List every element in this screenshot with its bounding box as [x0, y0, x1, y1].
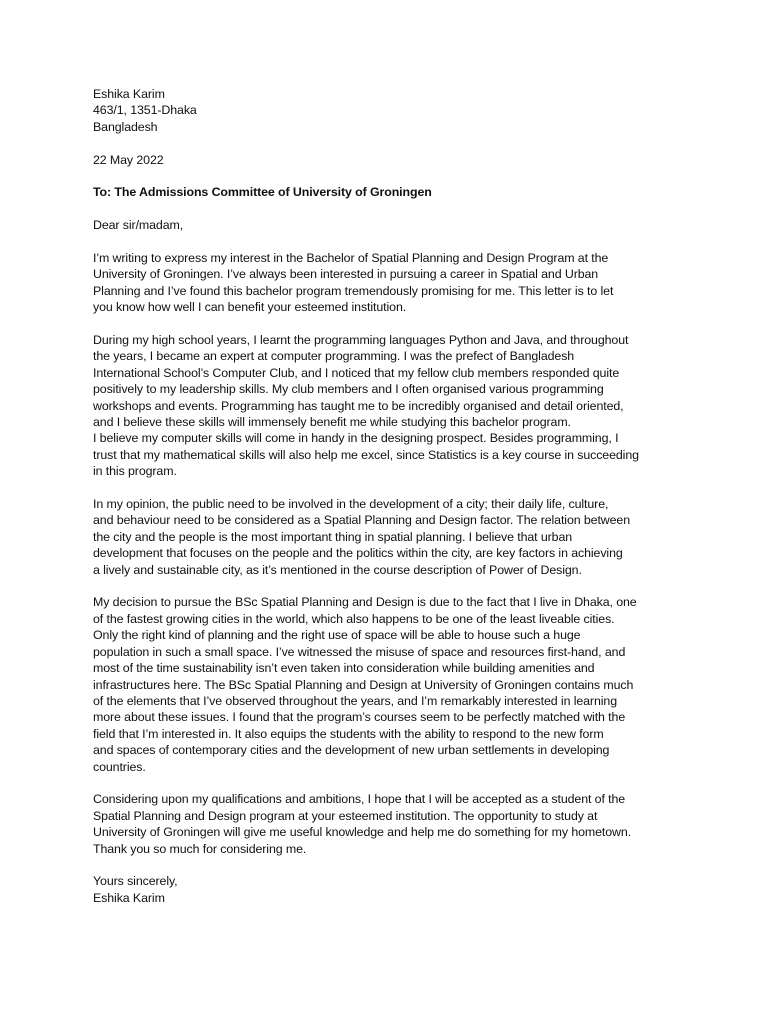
- paragraph-line: a lively and sustainable city, as it’s mentioned in the course description of Power of Design.: [93, 562, 582, 577]
- body-paragraph: [93, 496, 683, 578]
- body-paragraph: [93, 594, 683, 774]
- paragraph-line: Planning and I’ve found this bachelor program tremendously promising for me. This letter is to let: [93, 283, 614, 298]
- paragraph-line: of the fastest growing cities in the world, which also happens to be one of the least liveable cities.: [93, 611, 615, 626]
- paragraph-line: University of Groningen will give me useful knowledge and help me do something for my hometown.: [93, 825, 632, 840]
- paragraph-line: and spaces of contemporary cities and the development of new urban settlements in developing: [93, 743, 610, 758]
- paragraph-line: workshops and events. Programming has taught me to be incredibly organised and detail oriented,: [93, 398, 624, 413]
- sender-country: Bangladesh: [93, 119, 158, 134]
- paragraph-line: During my high school years, I learnt the programming languages Python and Java, and throughout: [93, 333, 629, 348]
- paragraph-line: the city and the people is the most important thing in spatial planning. I believe that urban: [93, 529, 573, 544]
- paragraph-line: Thank you so much for considering me.: [93, 841, 307, 856]
- body-paragraph: [93, 250, 683, 316]
- paragraph-line: of the elements that I’ve observed throughout the years, and I’m remarkably interested in learning: [93, 693, 617, 708]
- paragraph-line: more about these issues. I found that the program’s courses seem to be perfectly matched with the: [93, 710, 626, 725]
- sender-block: [93, 86, 683, 135]
- paragraph-line: In my opinion, the public need to be involved in the development of a city; their daily life, culture,: [93, 497, 609, 512]
- closing: Yours sincerely,: [93, 874, 178, 889]
- paragraph-line: and behaviour need to be considered as a Spatial Planning and Design factor. The relation between: [93, 513, 631, 528]
- paragraph-line: field that I’m interested in. It also equips the students with the ability to respond to the new form: [93, 726, 604, 741]
- paragraph-line: Spatial Planning and Design program at your esteemed institution. The opportunity to study at: [93, 808, 598, 823]
- letter-body: [93, 250, 683, 873]
- paragraph-line: Considering upon my qualifications and ambitions, I hope that I will be accepted as a student of the: [93, 792, 626, 807]
- letter-page: [93, 86, 683, 906]
- salutation: Dear sir/madam,: [93, 218, 184, 233]
- paragraph-line: the years, I became an expert at computer programming. I was the prefect of Bangladesh: [93, 349, 575, 364]
- paragraph-line: International School’s Computer Club, and I noticed that my fellow club members responded quite: [93, 365, 620, 380]
- body-paragraph: [93, 332, 683, 480]
- paragraph-line: Only the right kind of planning and the right use of space will be able to house such a huge: [93, 628, 581, 643]
- paragraph-line: you know how well I can benefit your esteemed institution.: [93, 300, 407, 315]
- body-paragraph: [93, 791, 683, 857]
- paragraph-line: My decision to pursue the BSc Spatial Planning and Design is due to the fact that I live in Dhaka, one: [93, 595, 637, 610]
- paragraph-line: trust that my mathematical skills will also help me excel, since Statistics is a key course in succeeding: [93, 447, 639, 462]
- paragraph-line: positively to my leadership skills. My club members and I often organised various programming: [93, 382, 604, 397]
- paragraph-line: countries.: [93, 759, 146, 774]
- paragraph-line: and I believe these skills will immensely benefit me while studying this bachelor program.: [93, 415, 571, 430]
- paragraph-line: I believe my computer skills will come in handy in the designing prospect. Besides programming, I: [93, 431, 619, 446]
- paragraph-line: in this program.: [93, 464, 177, 479]
- recipient-line: To: The Admissions Committee of University of Groningen: [93, 185, 432, 200]
- paragraph-line: development that focuses on the people and the politics within the city, are key factors in achieving: [93, 546, 623, 561]
- paragraph-line: University of Groningen. I’ve always been interested in pursuing a career in Spatial and Urban: [93, 267, 599, 282]
- signature-name: Eshika Karim: [93, 890, 165, 905]
- paragraph-line: most of the time sustainability isn’t even taken into consideration while building amenities and: [93, 661, 595, 676]
- paragraph-line: infrastructures here. The BSc Spatial Planning and Design at University of Groningen contains much: [93, 677, 634, 692]
- sender-address: 463/1, 1351-Dhaka: [93, 103, 197, 118]
- letter-date: 22 May 2022: [93, 152, 164, 167]
- sender-name: Eshika Karim: [93, 87, 165, 101]
- paragraph-line: population in such a small space. I’ve witnessed the misuse of space and resources first-hand, and: [93, 644, 626, 659]
- paragraph-line: I’m writing to express my interest in the Bachelor of Spatial Planning and Design Program at the: [93, 251, 609, 265]
